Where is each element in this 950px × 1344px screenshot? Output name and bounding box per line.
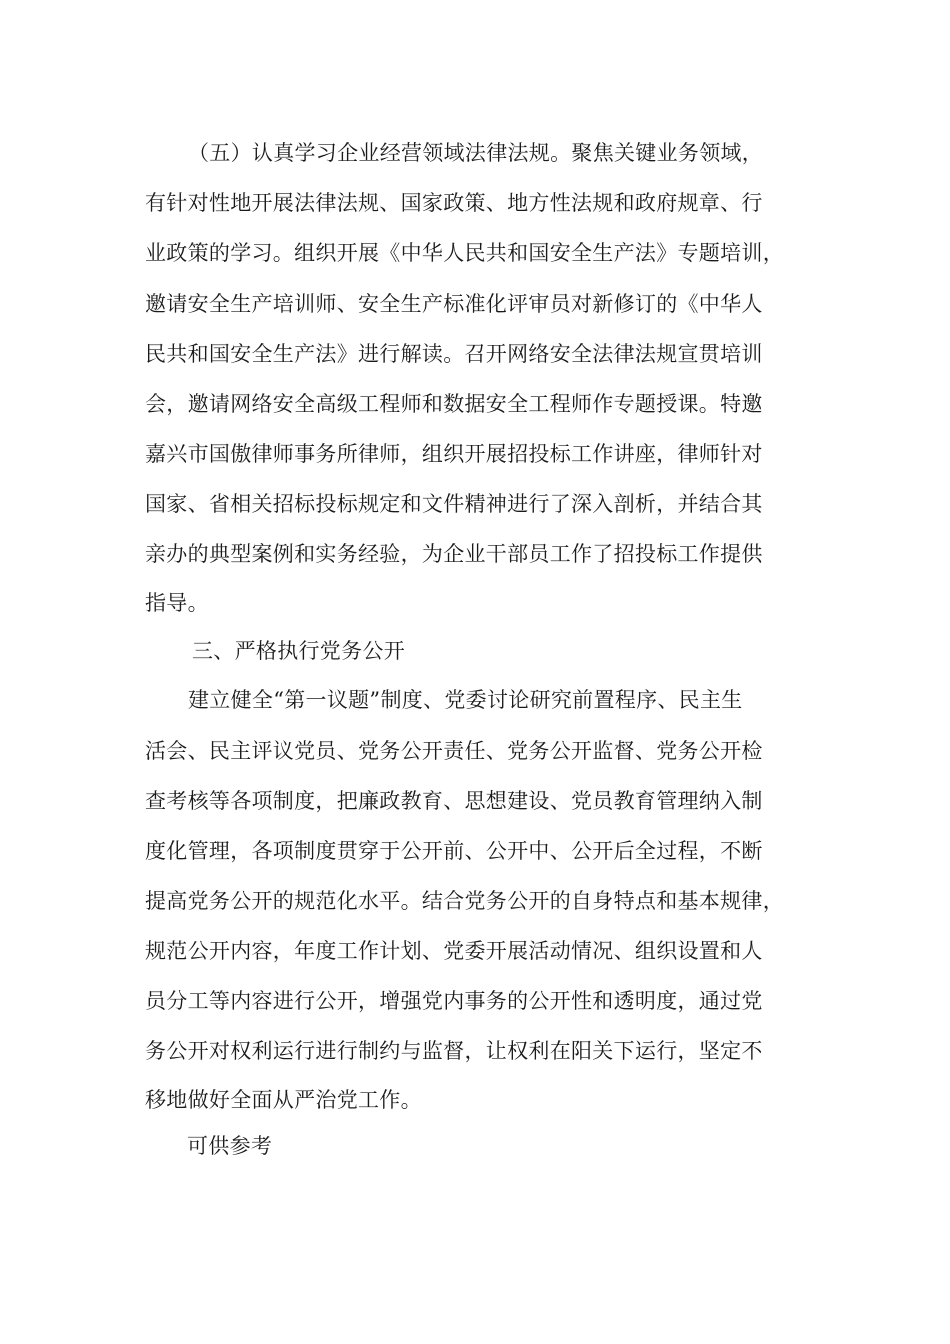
paragraph-line: 会，邀请网络安全高级工程师和数据安全工程师作专题授课。特邀 <box>145 392 763 416</box>
paragraph-line: 移地做好全面从严治党工作。 <box>145 1088 422 1112</box>
paragraph-line: （五）认真学习企业经营领域法律法规。聚焦关键业务领域， <box>188 141 764 165</box>
paragraph-line: 亲办的典型案例和实务经验，为企业干部员工作了招投标工作提供 <box>145 542 763 566</box>
paragraph-line: 务公开对权利运行进行制约与监督，让权利在阳关下运行，坚定不 <box>145 1039 763 1063</box>
paragraph-line: 业政策的学习。组织开展《中华人民共和国安全生产法》专题培训， <box>145 241 784 265</box>
section-heading: 三、严格执行党务公开 <box>192 639 405 663</box>
paragraph-line: 指导。 <box>145 591 209 615</box>
paragraph-line: 提高党务公开的规范化水平。结合党务公开的自身特点和基本规律， <box>145 889 784 913</box>
paragraph-line: 员分工等内容进行公开，增强党内事务的公开性和透明度，通过党 <box>145 989 763 1013</box>
paragraph-line: 规范公开内容，年度工作计划、党委开展活动情况、组织设置和人 <box>145 939 763 963</box>
paragraph-line: 查考核等各项制度，把廉政教育、思想建设、党员教育管理纳入制 <box>145 789 763 813</box>
paragraph-line: 国家、省相关招标投标规定和文件精神进行了深入剖析，并结合其 <box>145 492 763 516</box>
paragraph-line: 民共和国安全生产法》进行解读。召开网络安全法律法规宣贯培训 <box>145 342 763 366</box>
paragraph-line: 建立健全“第一议题”制度、党委讨论研究前置程序、民主生 <box>188 688 743 712</box>
reference-note: 可供参考 <box>187 1134 273 1158</box>
paragraph-line: 嘉兴市国傲律师事务所律师，组织开展招投标工作讲座，律师针对 <box>145 442 763 466</box>
paragraph-line: 有针对性地开展法律法规、国家政策、地方性法规和政府规章、行 <box>145 191 763 215</box>
paragraph-line: 活会、民主评议党员、党务公开责任、党务公开监督、党务公开检 <box>145 739 763 763</box>
paragraph-line: 度化管理，各项制度贯穿于公开前、公开中、公开后全过程，不断 <box>145 839 763 863</box>
paragraph-line: 邀请安全生产培训师、安全生产标准化评审员对新修订的《中华人 <box>145 292 763 316</box>
